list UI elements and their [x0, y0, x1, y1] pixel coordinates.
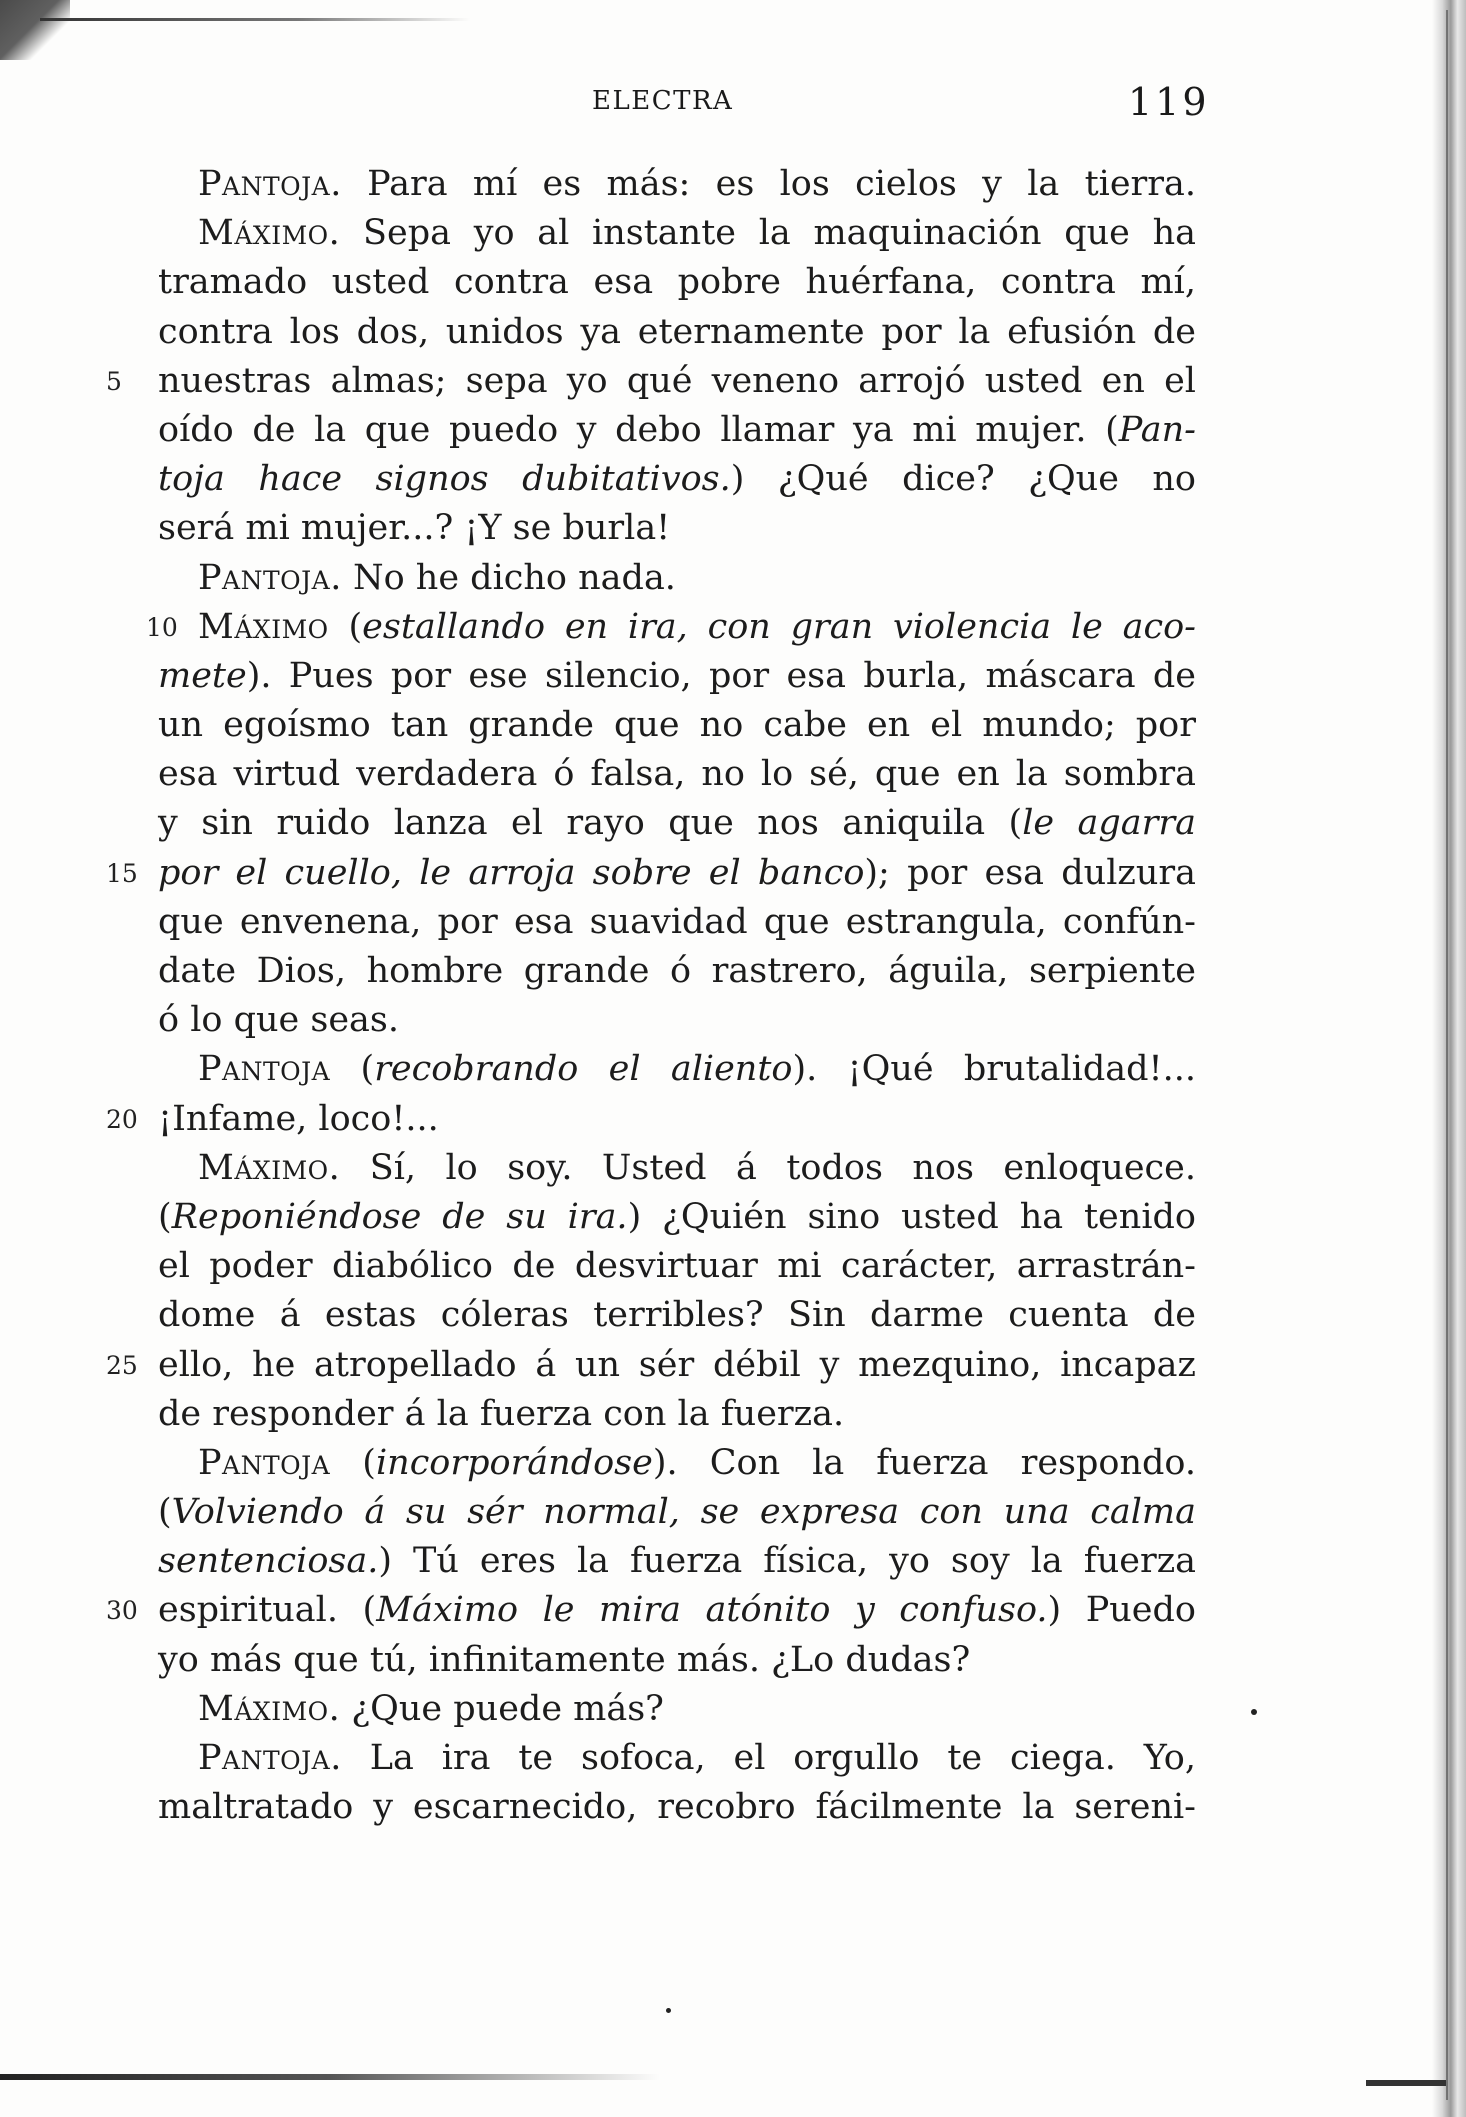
- line-text: nuestras almas; sepa yo qué veneno arrojó usted en el: [158, 360, 1196, 401]
- line-text: Sí, lo soy. Usted á todos nos enloquece.: [340, 1147, 1196, 1188]
- text-line: [158, 652, 1196, 701]
- line-number: 5: [106, 366, 122, 396]
- running-title: ELECTRA: [592, 86, 734, 116]
- speaker-name: Pantoja: [198, 1442, 331, 1483]
- line-text: ). Con la fuerza respondo.: [652, 1442, 1196, 1483]
- scan-bottom-right-mark: [1366, 2080, 1446, 2086]
- line-text: ). ¡Qué brutalidad!...: [792, 1049, 1196, 1090]
- line-text: ). Pues por ese silencio, por esa burla, máscara de: [246, 655, 1196, 696]
- text-line: [146, 603, 1196, 652]
- text-line: [158, 1242, 1196, 1291]
- line-number: 15: [106, 858, 138, 888]
- stage-direction: recobrando el aliento: [374, 1049, 793, 1090]
- text-line: [158, 406, 1196, 455]
- text-line: [106, 357, 1196, 406]
- line-text: esa virtud verdadera ó falsa, no lo sé, que en la sombra: [158, 754, 1196, 795]
- line-text: Sepa yo al instante la maquinación que ha: [340, 213, 1196, 254]
- text-line: [106, 1341, 1196, 1390]
- text-line: [158, 455, 1196, 504]
- text-line: [158, 1488, 1196, 1537]
- line-text: tramado usted contra esa pobre huérfana, contra mí,: [158, 262, 1196, 303]
- text-line: [158, 1685, 1196, 1734]
- scan-bottom-edge: [0, 2074, 660, 2080]
- line-text: ); por esa dulzura: [864, 852, 1196, 893]
- line-text: Para mí es más: es los cielos y la tierra.: [341, 164, 1196, 204]
- text-line: [158, 504, 1196, 553]
- text-line: [158, 1045, 1196, 1094]
- text-line: [158, 554, 1196, 603]
- line-text: ) Tú eres la fuerza física, yo soy la fuerza: [378, 1541, 1196, 1582]
- stray-ink-mark: [1251, 1709, 1257, 1715]
- scan-right-gutter: [1432, 0, 1466, 2117]
- stage-direction: mete: [158, 655, 247, 696]
- stage-direction: Máximo le mira atónito y confuso.: [376, 1590, 1048, 1631]
- text-line: [158, 1390, 1196, 1439]
- text-line: [158, 898, 1196, 947]
- line-text: ) Puedo: [1047, 1590, 1196, 1631]
- line-text: será mi mujer...? ¡Y se burla!: [158, 508, 671, 549]
- text-line: [158, 1439, 1196, 1488]
- line-text: (: [158, 1492, 172, 1533]
- text-line: [158, 799, 1196, 848]
- line-text: La ira te sofoca, el orgullo te ciega. Yo,: [341, 1738, 1196, 1778]
- line-text: (: [330, 1442, 376, 1483]
- line-text: ó lo que seas.: [158, 1000, 400, 1041]
- speaker-name: Máximo.: [198, 1688, 341, 1729]
- line-text: maltratado y escarnecido, recobro fácilmente la sereni-: [158, 1787, 1196, 1828]
- text-line: [158, 1636, 1196, 1685]
- line-text: espiritual. (: [158, 1590, 377, 1631]
- scan-corner-shadow: [0, 0, 70, 60]
- text-line: [106, 1095, 1196, 1144]
- line-number: 10: [146, 612, 178, 642]
- speaker-name: Pantoja.: [198, 1738, 342, 1778]
- line-text: el poder diabólico de desvirtuar mi carácter, arrastrán-: [158, 1246, 1196, 1287]
- line-text: (: [328, 606, 363, 647]
- line-text: oído de la que puedo y debo llamar ya mi mujer. (: [158, 409, 1119, 450]
- line-text: (: [330, 1049, 375, 1090]
- line-text: (: [158, 1196, 172, 1237]
- stage-direction: por el cuello, le arroja sobre el banco: [158, 852, 865, 893]
- text-line: [158, 996, 1196, 1045]
- line-text: ) ¿Quién sino usted ha tenido: [627, 1196, 1196, 1237]
- text-line: [158, 258, 1196, 307]
- stage-direction: Volviendo á su sér normal, se expresa con una calma: [171, 1492, 1196, 1533]
- line-number: 20: [106, 1104, 138, 1134]
- line-text: yo más que tú, infinitamente más. ¿Lo dudas?: [158, 1639, 971, 1680]
- stage-direction: incorporándose: [375, 1442, 653, 1483]
- stage-direction: toja hace signos dubitativos.: [158, 459, 731, 500]
- speaker-name: Pantoja: [198, 1049, 331, 1090]
- text-line: [158, 1144, 1196, 1193]
- text-line: [106, 1586, 1196, 1635]
- scan-right-line: [1446, 10, 1448, 2100]
- line-text: de responder á la fuerza con la fuerza.: [158, 1393, 845, 1434]
- text-line: [158, 1291, 1196, 1340]
- running-head: [0, 80, 1466, 126]
- text-line: [158, 160, 1196, 209]
- line-text: un egoísmo tan grande que no cabe en el mundo; por: [158, 705, 1196, 746]
- stage-direction: sentenciosa.: [158, 1541, 379, 1582]
- line-text: No he dicho nada.: [341, 557, 676, 598]
- speaker-name: Máximo.: [198, 213, 341, 254]
- line-text: contra los dos, unidos ya eternamente por la efusión de: [158, 311, 1196, 352]
- page-number: 119: [1128, 80, 1210, 124]
- line-text: ¿Que puede más?: [340, 1688, 664, 1729]
- line-text: que envenena, por esa suavidad que estrangula, confún-: [158, 901, 1196, 942]
- text-line: [158, 1783, 1196, 1832]
- text-line: [158, 701, 1196, 750]
- speaker-name: Máximo.: [198, 1147, 341, 1188]
- text-line: [158, 209, 1196, 258]
- line-number: 25: [106, 1350, 138, 1380]
- line-text: y sin ruido lanza el rayo que nos aniquila (: [158, 803, 1023, 844]
- line-text: ello, he atropellado á un sér débil y mezquino, incapaz: [158, 1344, 1196, 1385]
- text-line: [158, 1537, 1196, 1586]
- text-line: [158, 1734, 1196, 1783]
- speaker-name: Pantoja.: [198, 557, 342, 598]
- stage-direction: Reponiéndose de su ira.: [171, 1196, 628, 1237]
- stage-direction: estallando en ira, con gran violencia le aco-: [362, 606, 1196, 647]
- text-line: [158, 308, 1196, 357]
- line-number: 30: [106, 1596, 138, 1626]
- text-line: [158, 750, 1196, 799]
- line-text: ) ¿Qué dice? ¿Que no: [730, 459, 1197, 500]
- stage-direction: Pan-: [1118, 409, 1196, 450]
- text-line: [158, 947, 1196, 996]
- stray-ink-mark: [666, 2008, 671, 2013]
- line-text: date Dios, hombre grande ó rastrero, águila, serpiente: [158, 951, 1196, 991]
- speaker-name: Máximo: [198, 606, 329, 647]
- text-line: [158, 1193, 1196, 1242]
- line-text: ¡Infame, loco!...: [158, 1098, 439, 1139]
- text-line: [106, 849, 1196, 898]
- play-text: [106, 160, 1197, 1832]
- stage-direction: le agarra: [1022, 803, 1197, 844]
- scan-top-edge: [40, 18, 470, 21]
- line-text: dome á estas cóleras terribles? Sin darme cuenta de: [158, 1295, 1196, 1336]
- speaker-name: Pantoja.: [198, 164, 342, 204]
